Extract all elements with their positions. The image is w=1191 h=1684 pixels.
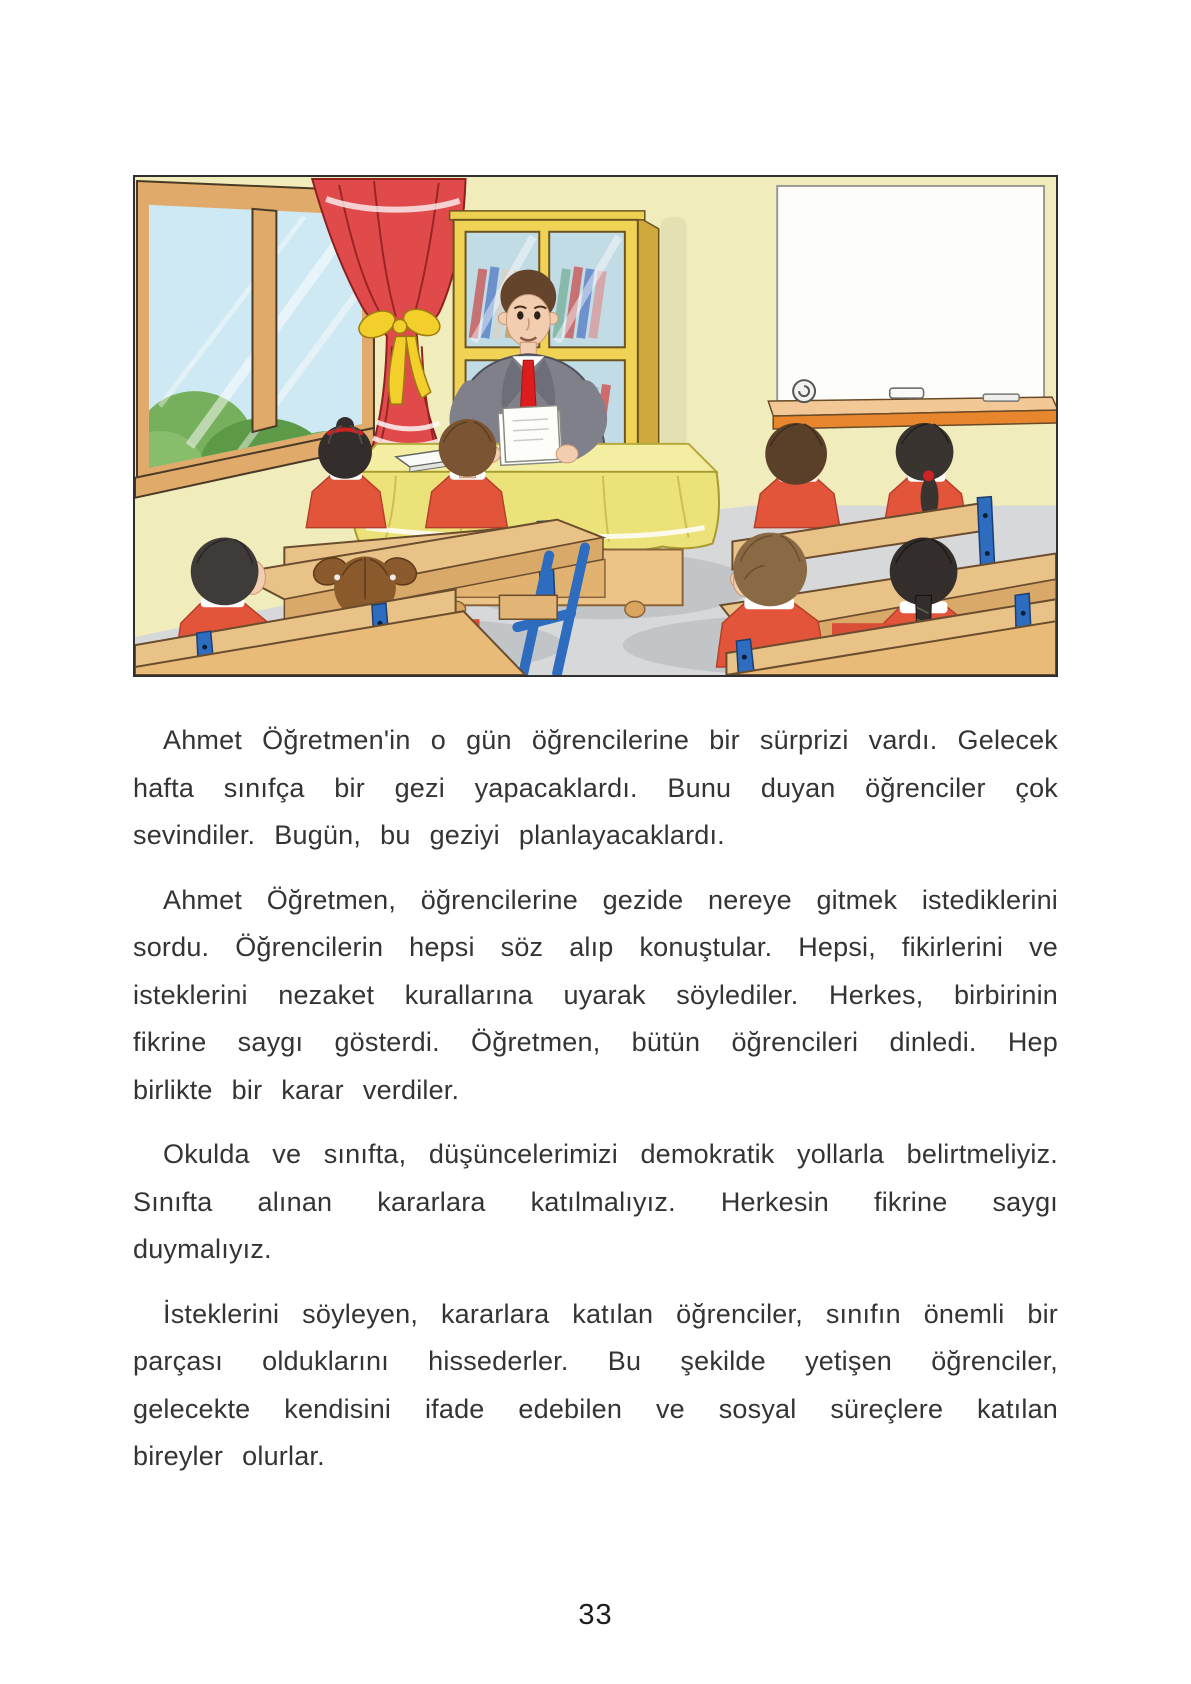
- whiteboard: [768, 186, 1056, 429]
- page-number: 33: [578, 1598, 613, 1631]
- paragraph-1: Ahmet Öğretmen'in o gün öğrencilerine bir sürprizi vardı. Gelecek hafta sınıfça bir gezi yapacaklardı. Bunu duyan öğrenciler çok sevindiler. Bugün, bu geziyi planlayacaklardı.: [133, 725, 1058, 850]
- classroom-scene: [135, 177, 1056, 675]
- paragraph-4: İsteklerini söyleyen, kararlara katılan öğrenciler, sınıfın önemli bir parçası olduklarını hissederler. Bu şekilde yetişen öğrenciler, gelecekte kendisini ifade edebilen ve sosyal süreçlere katılan bireyler olurlar.: [133, 1298, 1058, 1471]
- reading-passage: [133, 717, 1058, 1481]
- paragraph-2: Ahmet Öğretmen, öğrencilerine gezide nereye gitmek istediklerini sordu. Öğrencilerin hepsi söz alıp konuştular. Hepsi, fikirlerini ve isteklerini nezaket kurallarına uyarak söylediler. Herkes, birbirinin fikrine saygı gösterdi. Öğretmen, bütün öğrencileri dinledi. Hep birlikte bir karar verdiler.: [133, 884, 1058, 1105]
- board-marker-icon: [983, 394, 1019, 401]
- paragraph-3: Okulda ve sınıfta, düşüncelerimizi demokratik yollarla belirtmeliyiz. Sınıfta alınan kararlara katılmalıyız. Herkesin fikrine saygı duymalıyız.: [133, 1139, 1058, 1264]
- board-eraser-icon: [890, 388, 924, 398]
- board-roll-icon: [793, 380, 815, 402]
- classroom-illustration: [133, 175, 1058, 677]
